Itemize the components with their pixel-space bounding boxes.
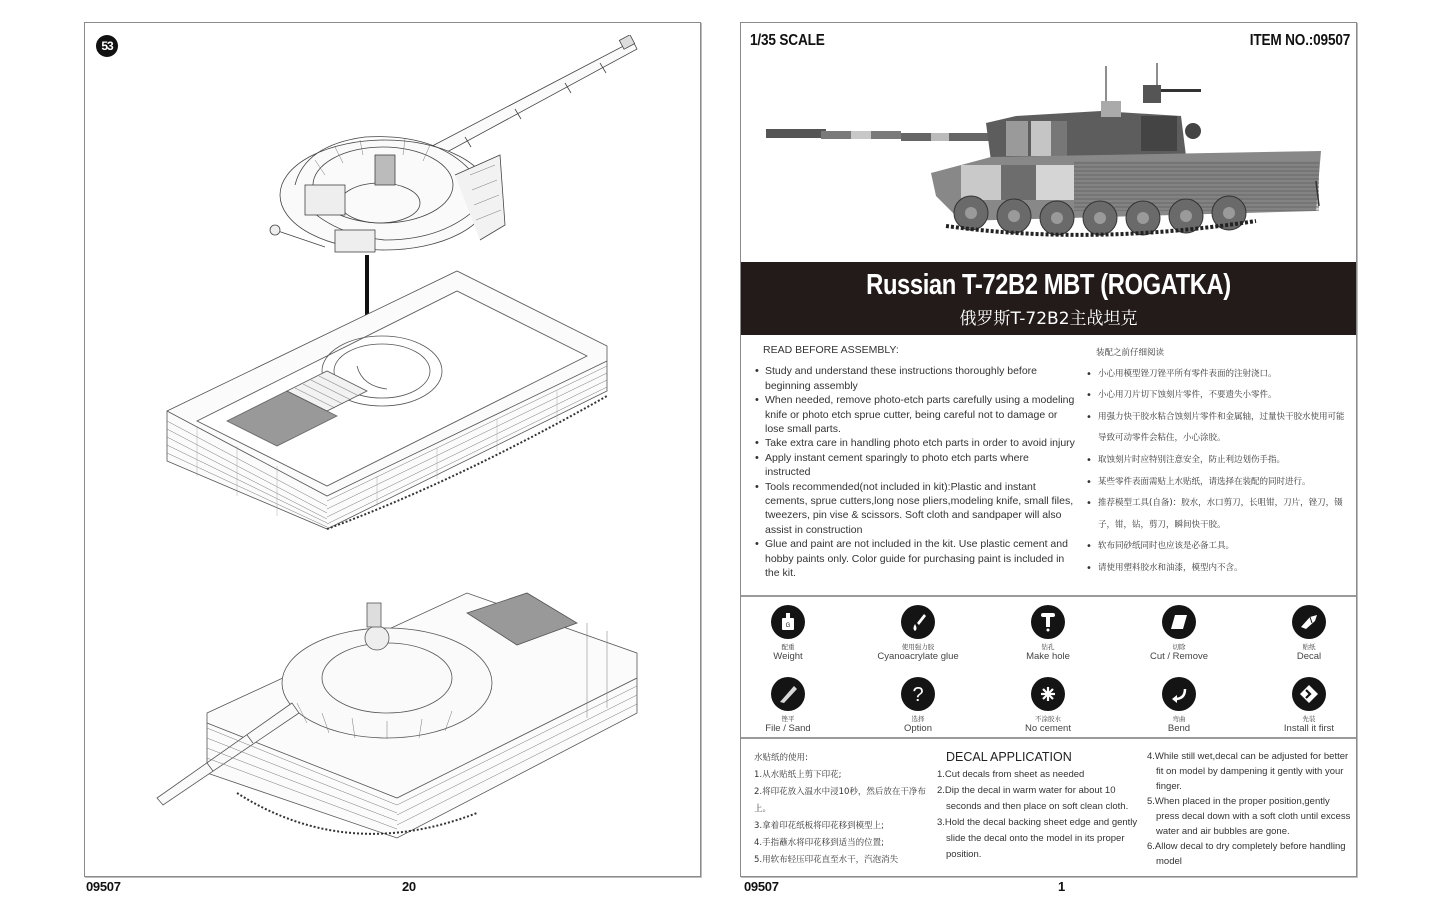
decal-step-zh: 3.拿着印花纸板将印花移到模型上; <box>754 821 884 831</box>
bend-icon <box>1162 677 1196 711</box>
instruction-page-right <box>740 22 1357 877</box>
instruction-item: • When needed, remove photo-etch parts carefully using a modeling knife or photo etch sprue cutter, being careful not to damage or lose small parts. <box>755 393 1075 436</box>
instruction-item: • Study and understand these instructions thoroughly before beginning assembly <box>755 364 1075 393</box>
left-footer-code: 09507 <box>86 879 121 894</box>
scale-label: 1/35 SCALE <box>750 32 825 49</box>
file-icon <box>771 677 805 711</box>
symbol-glue: 使用强力胶 Cyanoacrylate glue <box>853 605 983 662</box>
decal-instructions-en <box>937 749 1147 863</box>
item-number: ITEM NO.:09507 <box>1249 32 1350 49</box>
decal-step: 3.Hold the decal backing sheet edge and gently slide the decal onto the model in its proper position. <box>937 817 1138 860</box>
decal-step-zh: 4.手指蘸水将印花移到适当的位置; <box>754 838 884 848</box>
right-page-number: 1 <box>1058 879 1065 894</box>
instruction-item-zh: • 取蚀刻片时应特别注意安全，防止利边划伤手指。 <box>1086 450 1351 472</box>
svg-text:?: ? <box>912 684 924 705</box>
instruction-item-zh: • 某些零件表面需贴上水贴纸，请选择在装配的同时进行。 <box>1086 472 1351 494</box>
instruction-item: • Take extra care in handling photo etch parts in order to avoid injury <box>755 436 1075 450</box>
instruction-item-zh: • 小心用模型锉刀锉平所有零件表面的注射浇口。 <box>1086 364 1351 386</box>
install-first-icon <box>1292 677 1326 711</box>
decal-heading-zh: 水贴纸的使用: <box>754 753 808 763</box>
decal-step: 2.Dip the decal in warm water for about 10 seconds and then place on soft clean cloth. <box>937 785 1129 812</box>
decal-application-heading: DECAL APPLICATION <box>946 750 1072 764</box>
title-banner <box>741 262 1356 335</box>
decal-instructions-en-continued <box>1147 749 1352 869</box>
instruction-item-zh: • 软布同砂纸同时也应该是必备工具。 <box>1086 536 1351 558</box>
symbol-install-first: 先装 Install it first <box>1244 677 1374 734</box>
instruction-item: • Glue and paint are not included in the kit. Use plastic cement and hobby paints only. Color guide for purchasing paint is included in the kit. <box>755 537 1075 580</box>
decal-step-zh: 5.用软布轻压印花直至水干，汽泡消失 <box>754 855 899 865</box>
turret-assembly-drawing <box>265 35 645 265</box>
read-before-assembly-heading-zh: 装配之前仔细阅读 <box>1096 348 1165 358</box>
decal-step-zh: 2.将印花放入温水中浸10秒，然后放在干净布上。 <box>754 787 926 814</box>
instruction-page-left <box>84 22 701 877</box>
cut-icon <box>1162 605 1196 639</box>
step-number-badge: 53 <box>96 35 118 57</box>
no-cement-icon <box>1031 677 1065 711</box>
instruction-item: • Tools recommended(not included in kit):Plastic and instant cements, sprue cutters,long nose pliers,modeling knife, small files, tweezers, pin vise & scissors. Soft cloth and sandpaper will also assist in construction <box>755 480 1075 538</box>
symbol-option: ? 选择 Option <box>853 677 983 734</box>
question-icon <box>901 677 935 711</box>
tank-profile-image <box>761 61 1341 251</box>
read-before-assembly-zh <box>1086 343 1351 580</box>
instruction-item-zh: • 推荐模型工具(自备)：胶水，水口剪刀，长咀钳，刀片，锉刀，镊子，钳，钻，剪刀，瞬间快干胶。 <box>1086 493 1351 536</box>
weight-icon <box>771 605 805 639</box>
hull-drawing <box>157 261 637 531</box>
instruction-item-zh: • 请使用塑料胶水和油漆，模型内不含。 <box>1086 558 1351 580</box>
completed-tank-drawing <box>147 583 647 868</box>
symbol-bend: 弯曲 Bend <box>1114 677 1244 734</box>
decal-step: 4.While still wet,decal can be adjusted for better fit on model by dampening it gently with your finger. <box>1147 751 1349 792</box>
svg-text:G: G <box>785 623 791 629</box>
read-before-assembly-heading: READ BEFORE ASSEMBLY: <box>763 344 899 356</box>
instruction-item-zh: • 小心用刀片切下蚀刻片零件，不要遗失小零件。 <box>1086 385 1351 407</box>
instruction-item: • Apply instant cement sparingly to photo etch parts where instructed <box>755 451 1075 480</box>
glue-drop-icon <box>901 605 935 639</box>
decal-step: 6.Allow decal to dry completely before handling model <box>1147 841 1346 867</box>
decal-step: 5.When placed in the proper position,gently press decal down with a soft cloth until excess water and air bubbles are gone. <box>1147 796 1351 837</box>
symbol-legend <box>741 595 1356 739</box>
decal-instructions-zh <box>754 750 939 869</box>
read-before-assembly-en <box>755 343 1075 581</box>
symbol-make-hole: 钻孔 Make hole <box>983 605 1113 662</box>
symbol-cut: 切除 Cut / Remove <box>1114 605 1244 662</box>
decal-step: 1.Cut decals from sheet as needed <box>937 769 1085 780</box>
product-title-zh: 俄罗斯T-72B2主战坦克 <box>959 309 1138 329</box>
decal-icon <box>1292 605 1326 639</box>
product-title-en: Russian T-72B2 MBT (ROGATKA) <box>866 269 1231 301</box>
symbol-file-sand: 锉平 File / Sand <box>723 677 853 734</box>
symbol-weight: G 配重 Weight <box>723 605 853 662</box>
instruction-item-zh: • 用强力快干胶水粘合蚀刻片零件和金属轴，过量快干胶水使用可能导致可动零件会粘住，小心涂胶。 <box>1086 407 1351 450</box>
drill-icon <box>1031 605 1065 639</box>
symbol-no-cement: 不涂胶水 No cement <box>983 677 1113 734</box>
right-footer-code: 09507 <box>744 879 779 894</box>
symbol-decal: 贴纸 Decal <box>1244 605 1374 662</box>
left-page-number: 20 <box>402 879 416 894</box>
decal-step-zh: 1.从水贴纸上剪下印花; <box>754 770 842 780</box>
